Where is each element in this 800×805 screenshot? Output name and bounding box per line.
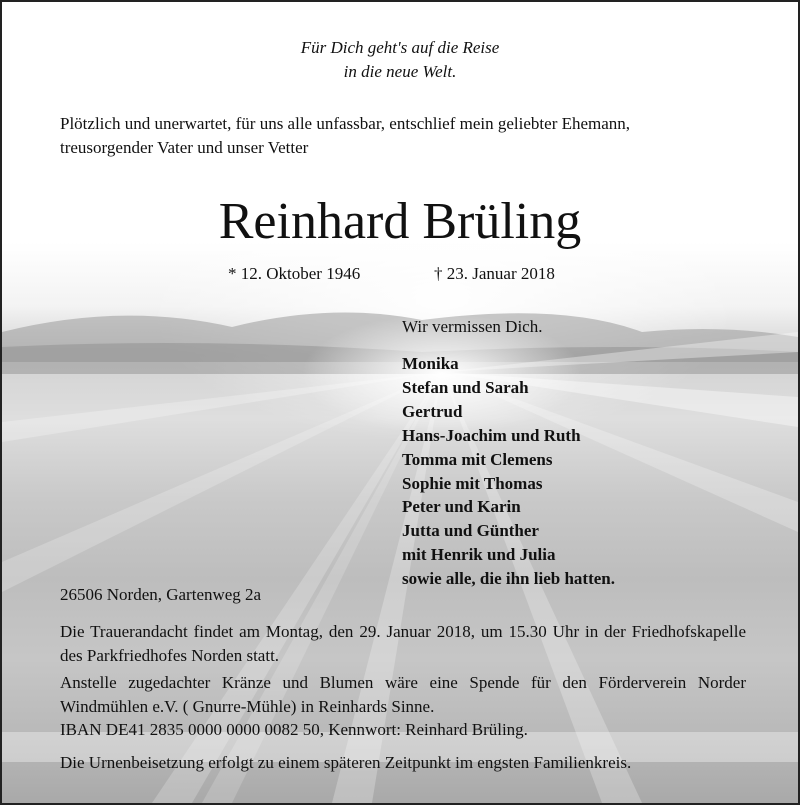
mourner-item: Gertrud (402, 401, 463, 421)
mourner-item: Jutta und Günther (402, 521, 539, 541)
mourner-item: Tomma mit Clemens (402, 449, 553, 469)
intro-line-2: treusorgender Vater und unser Vetter (60, 138, 309, 157)
death-date: † 23. Januar 2018 (434, 264, 555, 283)
mourner-item: Stefan und Sarah (402, 377, 529, 397)
mourner-item: Hans-Joachim und Ruth (402, 425, 581, 445)
motto-line-2: in die neue Welt. (343, 62, 457, 81)
motto (2, 36, 798, 84)
family-address: 26506 Norden, Gartenweg 2a (60, 585, 262, 604)
burial-info: Die Urnenbeisetzung erfolgt zu einem späteren Zeitpunkt im engsten Familienkreis. (60, 753, 632, 772)
mourner-item: sowie alle, die ihn lieb hatten. (402, 569, 615, 589)
intro-text (60, 112, 750, 160)
birth-date: * 12. Oktober 1946 (228, 264, 361, 283)
mourner-item: Peter und Karin (402, 497, 521, 517)
motto-line-1: Für Dich geht's auf die Reise (300, 38, 500, 57)
mourners-list (402, 352, 615, 591)
service-info: Die Trauerandacht findet am Montag, den 29. Januar 2018, um 15.30 Uhr in der Friedhofskapelle des Parkfriedhofes Norden statt. (60, 622, 746, 665)
donation-text: Anstelle zugedachter Kränze und Blumen wäre eine Spende für den Förderverein Norder Windmühlen e.V. ( Gnurre-Mühle) in Reinhards Sinne. (60, 673, 746, 716)
mourner-item: mit Henrik und Julia (402, 545, 556, 565)
donation-iban: IBAN DE41 2835 0000 0000 0082 50, Kennwort: Reinhard Brüling. (60, 720, 528, 739)
deceased-name: Reinhard Brüling (218, 193, 582, 250)
closing-line: Wir vermissen Dich. (402, 317, 543, 336)
intro-line-1: Plötzlich und unerwartet, für uns alle unfassbar, entschlief mein geliebter Ehemann, (60, 114, 631, 133)
donation-info (60, 671, 746, 742)
mourner-item: Monika (402, 354, 459, 373)
mourner-item: Sophie mit Thomas (402, 473, 543, 493)
